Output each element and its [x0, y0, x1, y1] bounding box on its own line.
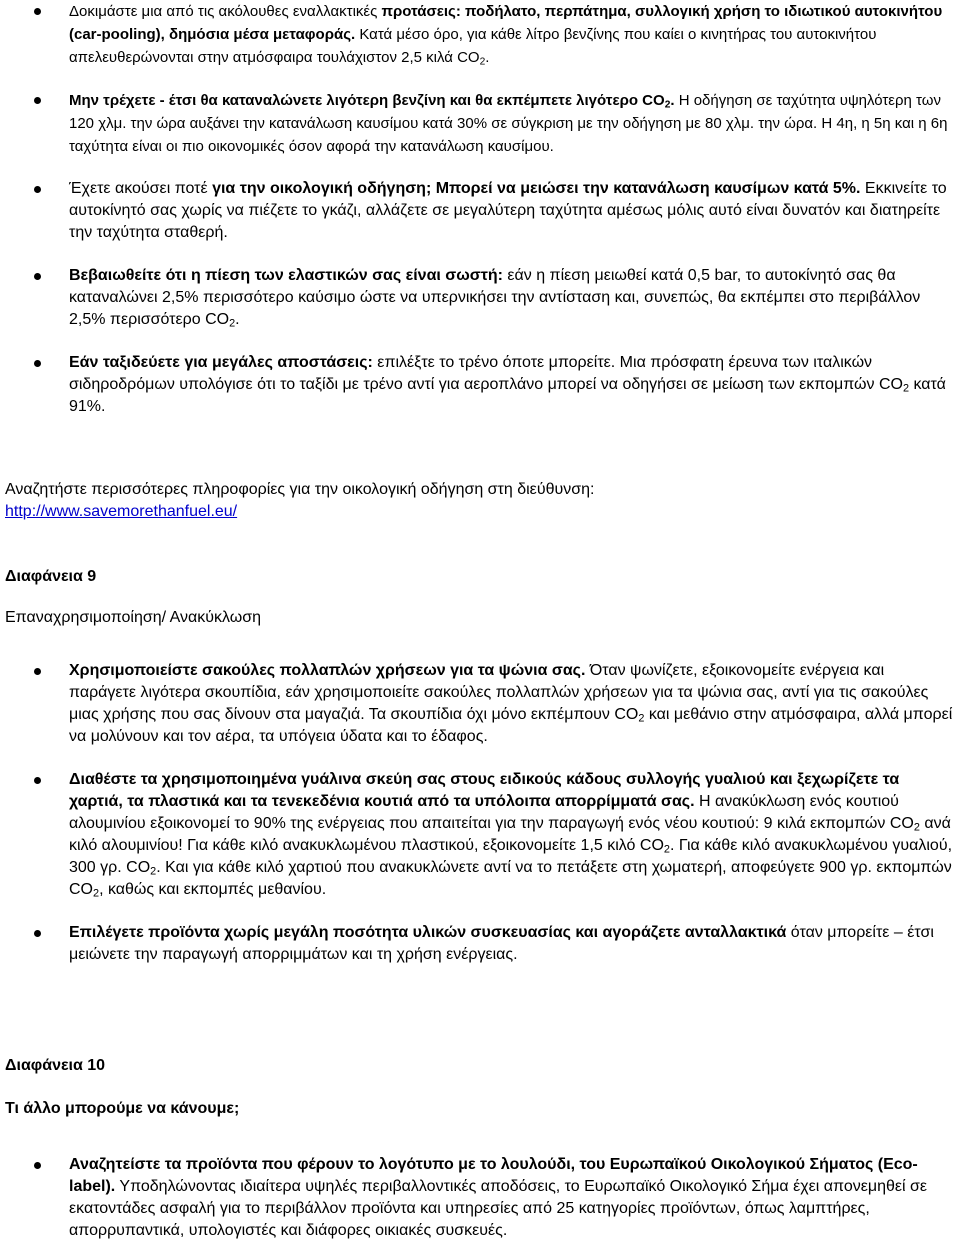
bullet-icon	[34, 777, 41, 784]
slide9-subtitle: Επαναχρησιμοποίηση/ Ανακύκλωση	[5, 609, 262, 626]
list-item: Εάν ταξιδεύετε για μεγάλες αποστάσεις: επιλέξτε το τρένο όποτε μπορείτε. Μια πρόσφατη έρευνα των ιταλικών σιδηροδρόμων υπολόγισε ότι το ταξίδι με τρένο αντί για αεροπλάνο μπορεί να οδηγήσει σε μείωση των εκπομπών $CO_2$ κατά 91%.	[0, 352, 960, 418]
savemorethanfuel-link[interactable]: http://www.savemorethanfuel.eu/	[5, 503, 238, 520]
bullet-icon	[34, 668, 41, 675]
bullet-icon	[34, 8, 41, 15]
bullet-icon	[34, 273, 41, 280]
bullet-icon	[34, 360, 41, 367]
bullet-icon	[34, 186, 41, 193]
list-item: Χρησιμοποιείστε σακούλες πολλαπλών χρήσεων για τα ψώνια σας. Όταν ψωνίζετε, εξοικονομείτε ενέργεια και παράγετε λιγότερα σκουπίδια, εάν χρησιμοποιείτε σακούλες πολλαπλών χρήσεων για τα ψώνια σας, αντί για τις σακούλες μιας χρήσης που σας δίνουν στα μαγαζιά. Τα σκουπίδια όχι μόνο εκπέμπουν $CO_2$ και μεθάνιο στην ατμόσφαιρα, αλλά μπορεί να μολύνουν και τον αέρα, τα υπόγεια ύδατα και το έδαφος.	[0, 660, 960, 748]
more-info-text: Αναζητήστε περισσότερες πληροφορίες για την οικολογική οδήγηση στη διεύθυνση:	[5, 481, 595, 498]
slide10-title: Διαφάνεια 10	[5, 1057, 106, 1074]
list-item: Δοκιμάστε μια από τις ακόλουθες εναλλακτικές προτάσεις: ποδήλατο, περπάτημα, συλλογική χρήση το ιδιωτικού αυτοκινήτου (car-pooling), δημόσια μέσα μεταφοράς. Κατά μέσο όρο, για κάθε λίτρο βενζίνης που καίει ο κινητήρας του αυτοκινήτου απελευθερώνονται στην ατμόσφαιρα τουλάχιστον 2,5 κιλά $CO_2$.	[0, 0, 960, 69]
recycling-tips-list	[0, 660, 960, 966]
slide10-subtitle: Τι άλλο μπορούμε να κάνουμε;	[5, 1100, 240, 1117]
bullet-icon	[34, 930, 41, 937]
bullet-icon	[34, 1162, 41, 1169]
ecolabel-tips-list	[0, 1154, 960, 1242]
list-item: Διαθέστε τα χρησιμοποιημένα γυάλινα σκεύη σας στους ειδικούς κάδους συλλογής γυαλιού και ξεχωρίζετε τα χαρτιά, τα πλαστικά και τα τενεκεδένια κουτιά από τα υπόλοιπα απορρίμματά σας. Η ανακύκλωση ενός κουτιού αλουμινίου εξοικονομεί το 90% της ενέργειας που απαιτείται για την παραγωγή ενός νέου κουτιού: 9 κιλά εκπομπών $CO_2$ ανά κιλό αλουμινίου! Για κάθε κιλό ανακυκλωμένου πλαστικού, εξοικονομείτε 1,5 κιλό $CO_2$. Για κάθε κιλό ανακυκλωμένου γυαλιού, 300 γρ. $CO_2$. Και για κάθε κιλό χαρτιού που ανακυκλώνετε αντί να το πετάξετε στη χωματερή, αποφεύγετε 900 γρ. εκπομπών $CO_2$, καθώς και εκπομπές μεθανίου.	[0, 769, 960, 901]
list-item: Αναζητείστε τα προϊόντα που φέρουν το λογότυπο με το λουλούδι, του Ευρωπαϊκού Οικολογικού Σήματος (Eco-label). Υποδηλώνοντας ιδιαίτερα υψηλές περιβαλλοντικές αποδόσεις, το Ευρωπαϊκό Οικολογικό Σήμα έχει απονεμηθεί σε εκατοντάδες ασφαλή για το περιβάλλον προϊόντα και υπηρεσίες από 25 κατηγορίες προϊόντων, όπως λαμπτήρες, απορρυπαντικά, υπολογιστές και διάφορες οικιακές συσκευές.	[0, 1154, 960, 1242]
transport-tips-list	[0, 0, 960, 418]
bullet-icon	[34, 97, 41, 104]
slide9-title: Διαφάνεια 9	[5, 568, 97, 585]
list-item: Μην τρέχετε - έτσι θα καταναλώνετε λιγότερη βενζίνη και θα εκπέμπετε λιγότερο $CO_2$. Η οδήγηση σε ταχύτητα υψηλότερη των 120 χλμ. την ώρα αυξάνει την κατανάλωση καυσίμου κατά 30% σε σύγκριση με την οδήγηση με 80 χλμ. την ώρα. Η 4η, η 5η και η 6η ταχύτητα είναι οι πιο οικονομικές όσον αφορά την κατανάλωση καυσίμου.	[0, 89, 960, 158]
more-info-paragraph	[5, 479, 954, 523]
list-item: Βεβαιωθείτε ότι η πίεση των ελαστικών σας είναι σωστή: εάν η πίεση μειωθεί κατά 0,5 bar, το αυτοκίνητό σας θα καταναλώνει 2,5% περισσότερο καύσιμο ώστε να υπερνικήσει την αντίσταση και, συνεπώς, θα εκπέμπει στο περιβάλλον 2,5% περισσότερο $CO_2$.	[0, 265, 960, 331]
list-item: Έχετε ακούσει ποτέ για την οικολογική οδήγηση; Μπορεί να μειώσει την κατανάλωση καυσίμων κατά 5%. Εκκινείτε το αυτοκίνητό σας χωρίς να πιέζετε το γκάζι, αλλάζετε σε μεγαλύτερη ταχύτητα αμέσως μόλις αυτό είναι δυνατόν και διατηρείτε την ταχύτητα σταθερή.	[0, 178, 960, 244]
list-item: Επιλέγετε προϊόντα χωρίς μεγάλη ποσότητα υλικών συσκευασίας και αγοράζετε ανταλλακτικά όταν μπορείτε – έτσι μειώνετε την παραγωγή απορριμμάτων και τη χρήση ενέργειας.	[0, 922, 960, 966]
